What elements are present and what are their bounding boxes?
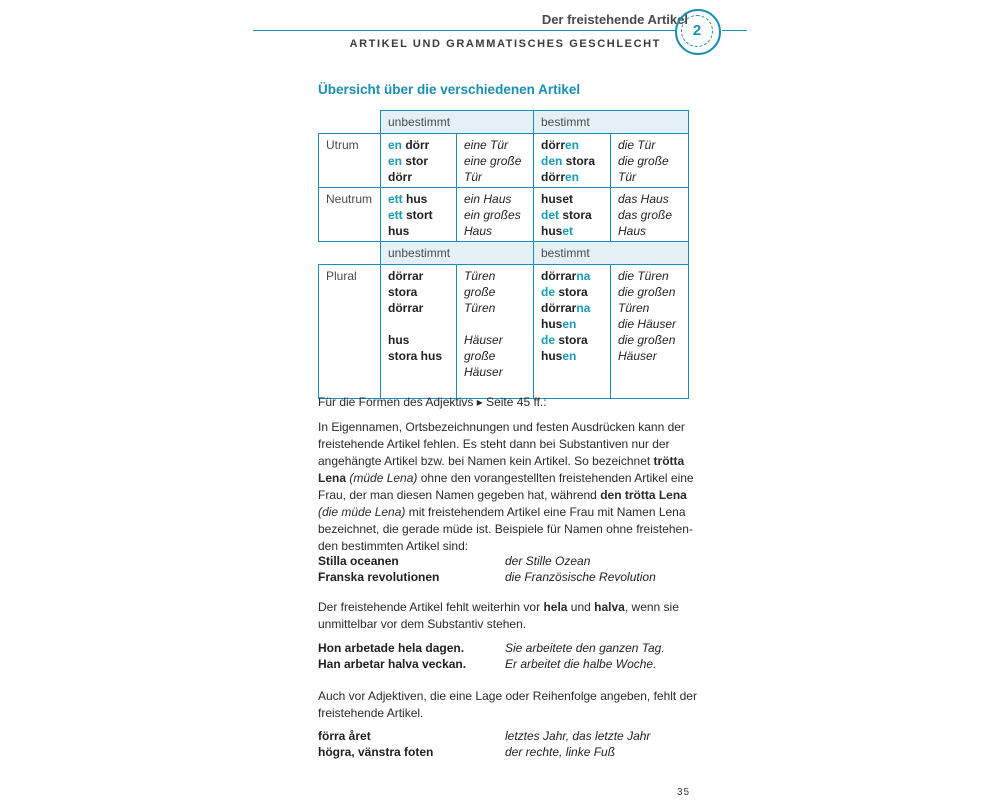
- cell-line: ein Haus: [464, 192, 512, 206]
- col-header-bestimmt-plural: bestimmt: [534, 242, 689, 265]
- cell-line: Häuser: [464, 333, 503, 347]
- header-rule-right: [722, 30, 747, 31]
- cell-line: die Türen: [618, 269, 669, 283]
- cell-line: stora hus: [388, 349, 443, 363]
- article-table: [318, 110, 689, 399]
- cell-neutrum-de-indef: [457, 188, 534, 242]
- cell-neutrum-de-def: [611, 188, 689, 242]
- cell-line: de stora: [541, 333, 588, 347]
- row-label-utrum: Utrum: [319, 134, 381, 188]
- row-label-plural: Plural: [319, 265, 381, 399]
- cell-line: eine große: [464, 154, 522, 168]
- example-sv: Stilla oceanen: [318, 554, 399, 568]
- chapter-number: 2: [681, 15, 713, 47]
- cell-line: Tür: [618, 170, 636, 184]
- cell-line: ein großes: [464, 208, 521, 222]
- table-corner: [319, 111, 381, 134]
- col-header-unbestimmt-plural: unbestimmt: [381, 242, 534, 265]
- example-sv: Han arbetar halva veckan.: [318, 657, 467, 671]
- cell-line: ett hus: [388, 192, 428, 206]
- cell-line: det stora: [541, 208, 592, 222]
- cell-line: das Haus: [618, 192, 669, 206]
- cell-line: die großen: [618, 333, 676, 347]
- cell-line: eine Tür: [464, 138, 509, 152]
- cell-line: den stora: [541, 154, 596, 168]
- cell-line: hus: [388, 333, 410, 347]
- table-row-plural: [319, 265, 689, 399]
- cell-line: ett stort: [388, 208, 433, 222]
- cell-plural-sv-indef: [381, 265, 457, 399]
- cell-line: Haus: [618, 224, 647, 238]
- example-de: der Stille Ozean: [505, 554, 591, 568]
- example-sv: förra året: [318, 729, 371, 743]
- cell-line: große Türen: [464, 285, 496, 315]
- cell-line: die großen: [618, 285, 676, 299]
- cell-line: dörrarna: [541, 269, 591, 283]
- cell-line: dörrar: [388, 269, 424, 283]
- paragraph-hela-halva: Der freistehende Artikel fehlt weiterhin vor hela und halva, wenn sie unmittelbar vor dem Substantiv stehen.: [318, 600, 679, 631]
- cell-line: [388, 364, 450, 380]
- header-rule: [253, 30, 677, 31]
- table-row-utrum: [319, 134, 689, 188]
- table-row-neutrum: [319, 188, 689, 242]
- cell-line: das große: [618, 208, 673, 222]
- paragraph-adjektive-lage: Auch vor Adjektiven, die eine Lage oder Reihenfolge angeben, fehlt der freistehende Artikel.: [318, 689, 697, 720]
- cell-utrum-de-def: [611, 134, 689, 188]
- cell-line: en stor: [388, 154, 429, 168]
- cell-line: Häuser: [618, 349, 657, 363]
- cell-line: Türen: [618, 301, 650, 315]
- col-header-bestimmt: bestimmt: [534, 111, 689, 134]
- cell-line: die Tür: [618, 138, 656, 152]
- example-de: Sie arbeitete den ganzen Tag.: [505, 641, 665, 655]
- cell-line: stora dörrar: [388, 285, 424, 315]
- cell-neutrum-sv-indef: [381, 188, 457, 242]
- cell-line: [388, 316, 450, 332]
- example-de: der rechte, linke Fuß: [505, 745, 616, 759]
- paragraph-adjective-reference: Für die Formen des Adjektivs ▸ Seite 45 ff.:: [318, 395, 547, 409]
- cell-line: dörrarna: [541, 301, 591, 315]
- col-header-unbestimmt: unbestimmt: [381, 111, 534, 134]
- example-sv: Franska revolutionen: [318, 570, 440, 584]
- cell-line: husen: [541, 349, 577, 363]
- example-sv: högra, vänstra foten: [318, 745, 434, 759]
- running-header-title: Der freistehende Artikel: [541, 12, 688, 27]
- cell-line: dörr: [388, 170, 412, 184]
- cell-plural-de-indef: [457, 265, 534, 399]
- example-sv: Hon arbetade hela dagen.: [318, 641, 465, 655]
- cell-utrum-sv-def: [534, 134, 611, 188]
- chapter-badge: [675, 9, 721, 55]
- cell-line: dörren: [541, 138, 580, 152]
- cell-line: hus: [388, 224, 410, 238]
- example-de: letztes Jahr, das letzte Jahr: [505, 729, 651, 743]
- cell-line: dörren: [541, 170, 580, 184]
- running-header-subtitle: ARTIKEL UND GRAMMATISCHES GESCHLECHT: [349, 38, 661, 50]
- cell-utrum-de-indef: [457, 134, 534, 188]
- cell-line: [464, 316, 527, 332]
- page-number: 35: [677, 787, 691, 798]
- cell-neutrum-sv-def: [534, 188, 611, 242]
- row-label-neutrum: Neutrum: [319, 188, 381, 242]
- paragraph-eigennamen: In Eigennamen, Ortsbezeichnungen und festen Ausdrücken kann der freistehende Artikel fehlen. Es steht dann bei Substantiven nur der angehängte Artikel bzw. bei Namen kein Artikel. So bezeichnet trötta Lena (müde Lena) ohne den vorangestellten freistehenden Artikel eine Frau, der man diesen Namen gegeben hat, während den trötta Lena (die müde Lena) mit freistehendem Artikel eine Frau mit Namen Lena bezeichnet, die gerade müde ist. Beispiele für Namen ohne freistehenden bestimmten Artikel sind:: [318, 420, 694, 553]
- cell-line: Tür: [464, 170, 482, 184]
- cell-utrum-sv-indef: [381, 134, 457, 188]
- cell-line: Haus: [464, 224, 493, 238]
- example-de: Er arbeitet die halbe Woche.: [505, 657, 657, 671]
- cell-line: husen: [541, 317, 577, 331]
- example-de: die Französische Revolution: [505, 570, 656, 584]
- section-heading: Übersicht über die verschiedenen Artikel: [318, 82, 581, 97]
- cell-line: huset: [541, 224, 574, 238]
- cell-line: Türen: [464, 269, 496, 283]
- cell-line: große Häuser: [464, 349, 503, 379]
- cell-line: die große: [618, 154, 669, 168]
- cell-line: die Häuser: [618, 317, 677, 331]
- table-spacer: [319, 242, 381, 265]
- cell-line: en dörr: [388, 138, 430, 152]
- cell-line: huset: [541, 192, 574, 206]
- cell-plural-de-def: [611, 265, 689, 399]
- cell-line: de stora: [541, 285, 588, 299]
- cell-plural-sv-def: [534, 265, 611, 399]
